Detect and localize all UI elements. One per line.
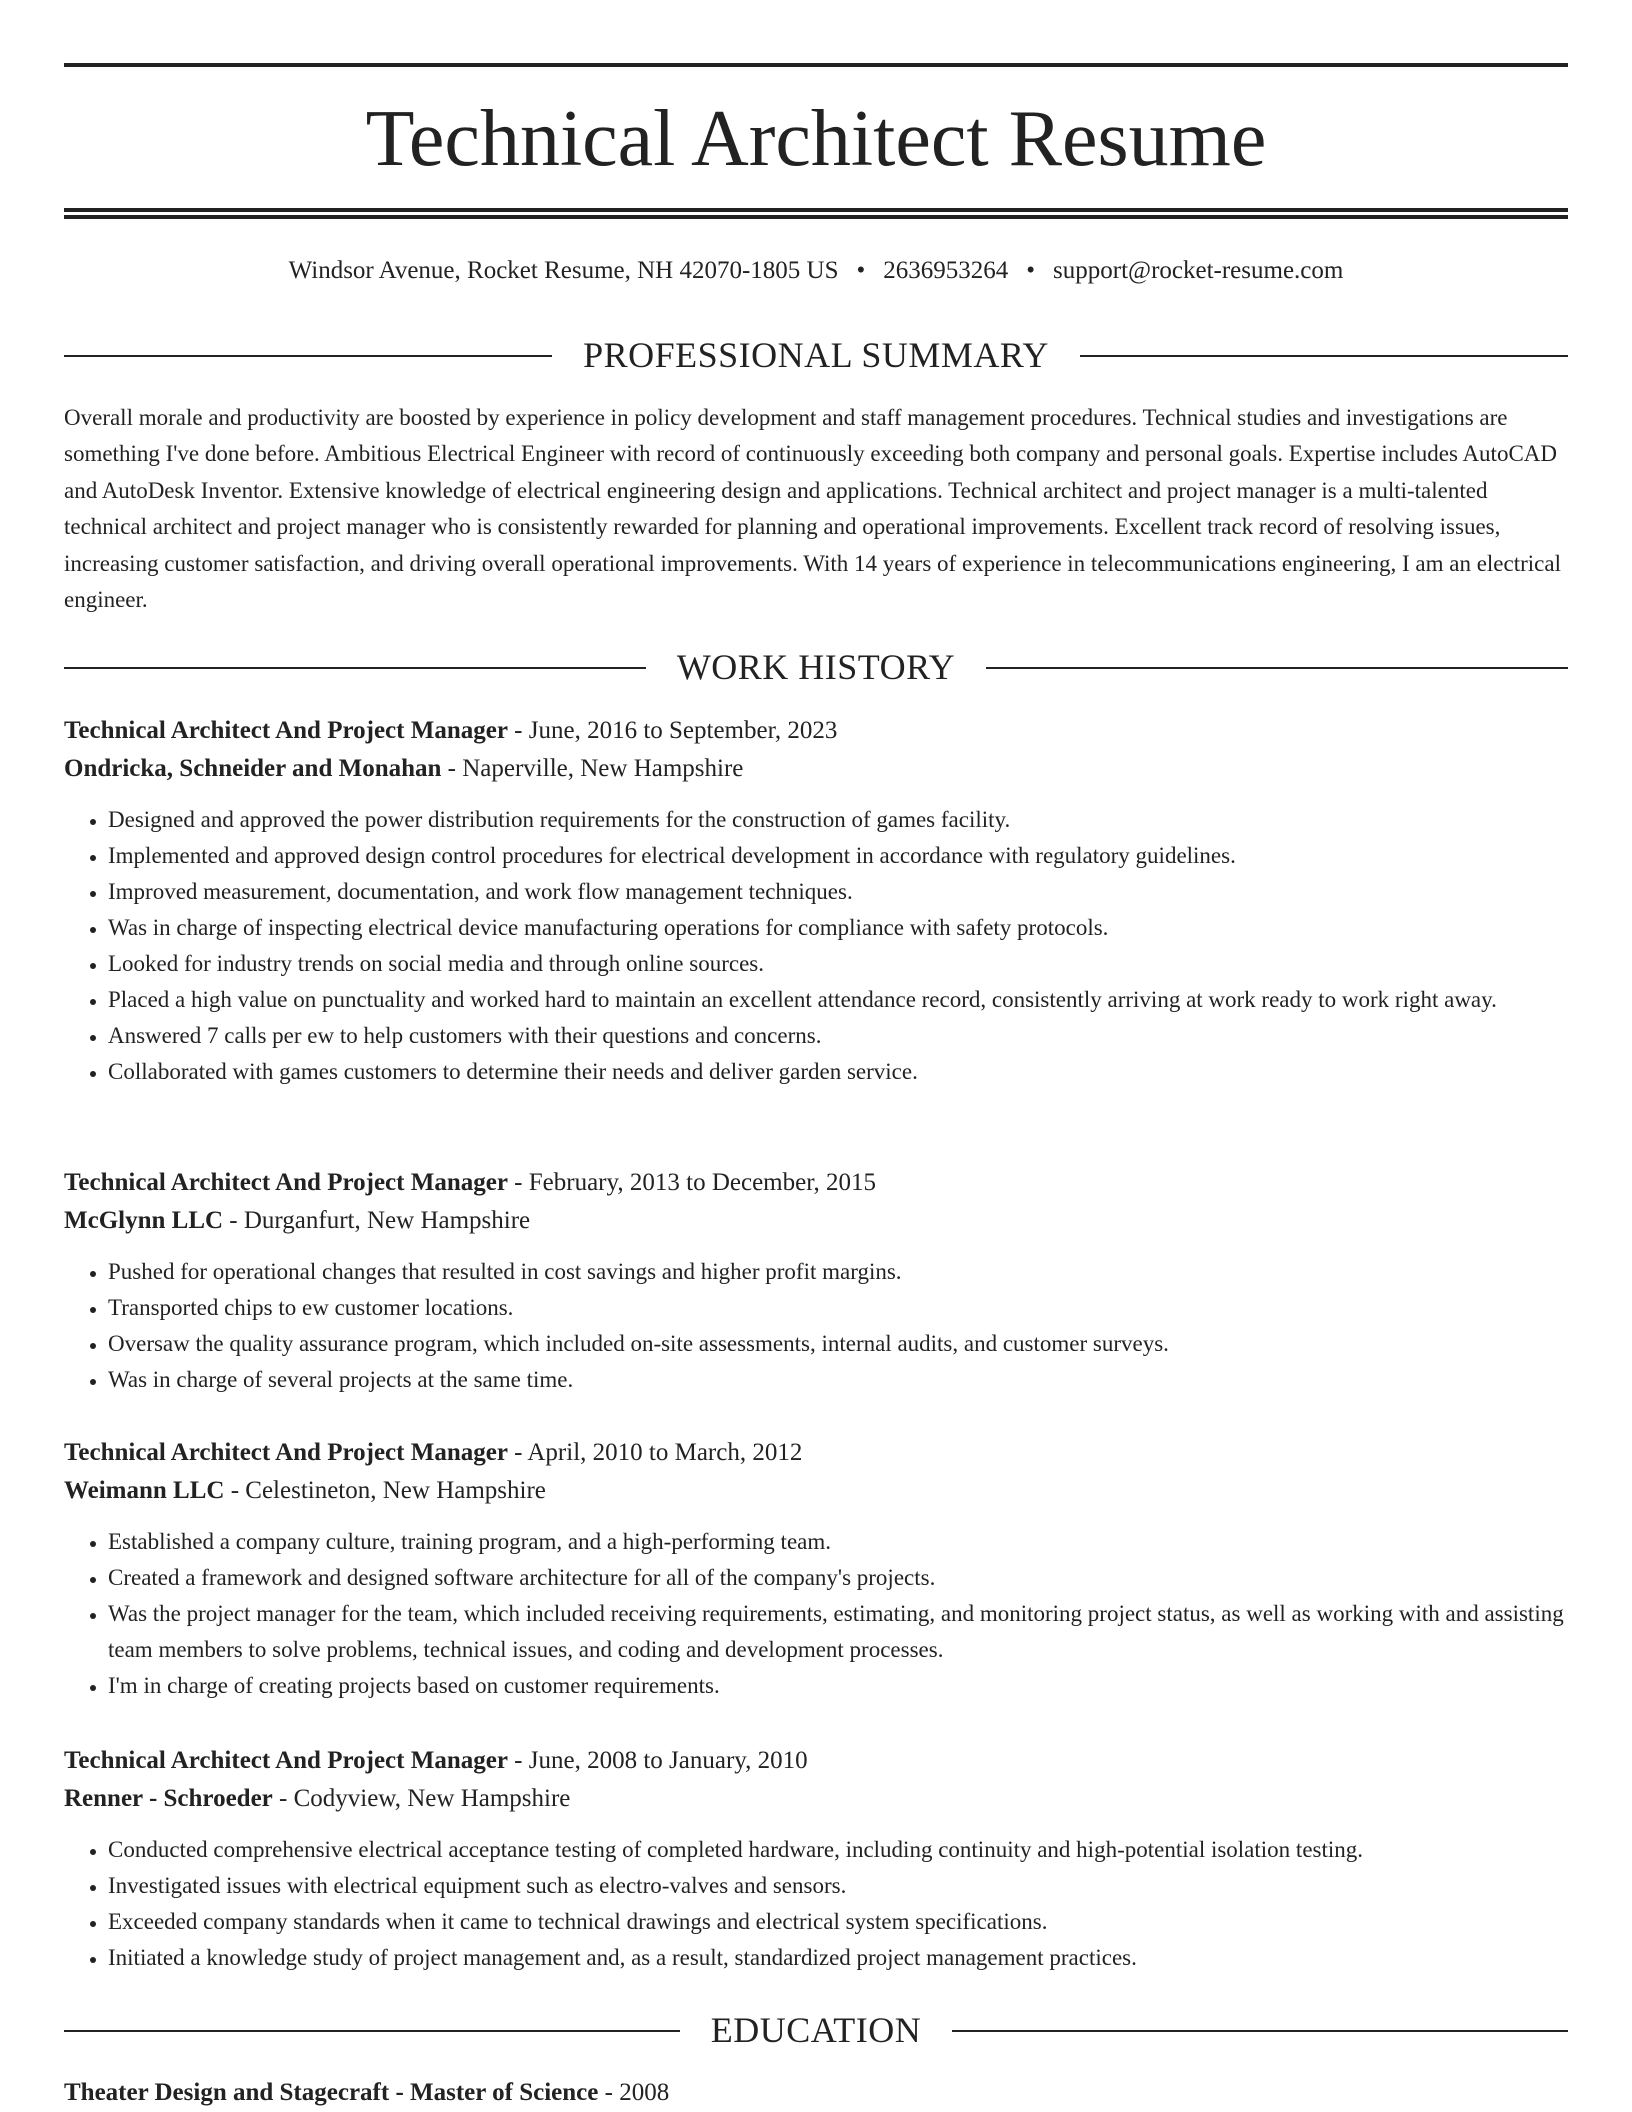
job-location: - Codyview, New Hampshire <box>272 1785 571 1812</box>
job-bullet: • Was in charge of several projects at the same time. <box>108 1362 1568 1398</box>
job-bullet: • Exceeded company standards when it came to technical drawings and electrical system specifications. <box>108 1904 1568 1940</box>
heading-rule-right <box>952 2030 1568 2032</box>
job-bullet: • Designed and approved the power distribution requirements for the construction of games facility. <box>108 802 1568 838</box>
job-title-row <box>64 1164 1568 1202</box>
education-degree: Theater Design and Stagecraft - Master of Science <box>64 2079 599 2106</box>
job-title: Technical Architect And Project Manager <box>64 1439 508 1466</box>
job-entry <box>64 1742 1568 1976</box>
job-bullets <box>64 1832 1568 1976</box>
job-bullet: • Conducted comprehensive electrical acceptance testing of completed hardware, including continuity and high-potential isolation testing. <box>108 1832 1568 1868</box>
job-bullets <box>64 1254 1568 1398</box>
job-dates: - June, 2016 to September, 2023 <box>507 717 838 744</box>
job-bullet: • Was the project manager for the team, which included receiving requirements, estimating, and monitoring project status, as well as working with and assisting team members to solve problems, technical issues, and coding and development processes. <box>108 1596 1568 1668</box>
job-company-row <box>64 750 1568 788</box>
contact-address: Windsor Avenue, Rocket Resume, NH 42070-1805 US <box>288 257 839 284</box>
job-bullet: • I'm in charge of creating projects based on customer requirements. <box>108 1668 1568 1704</box>
job-title-row <box>64 1742 1568 1780</box>
job-bullets <box>64 1524 1568 1704</box>
job-bullet: • Answered 7 calls per ew to help customers with their questions and concerns. <box>108 1018 1568 1054</box>
job-bullet: • Investigated issues with electrical equipment such as electro-valves and sensors. <box>108 1868 1568 1904</box>
education-heading-title: EDUCATION <box>710 2010 922 2050</box>
job-dates: - April, 2010 to March, 2012 <box>507 1439 803 1466</box>
job-bullet: • Pushed for operational changes that resulted in cost savings and higher profit margins. <box>108 1254 1568 1290</box>
job-title-row <box>64 712 1568 750</box>
job-bullet: • Implemented and approved design control procedures for electrical development in accordance with regulatory guidelines. <box>108 838 1568 874</box>
job-title-row <box>64 1434 1568 1472</box>
resume-title: Technical Architect Resume <box>365 95 1267 183</box>
double-rule <box>64 208 1568 219</box>
job-company-row <box>64 1780 1568 1818</box>
job-bullet: • Was in charge of inspecting electrical device manufacturing operations for compliance with safety protocols. <box>108 910 1568 946</box>
job-company: Ondricka, Schneider and Monahan <box>64 755 442 782</box>
summary-text: Overall morale and productivity are boosted by experience in policy development and staff management procedures. Technical studies and investigations are something I've done before. Ambitious Electrical Engineer with record of continuously exceeding both company and personal goals. Expertise includes AutoCAD and AutoDesk Inventor. Extensive knowledge of electrical engineering design and applications. Technical architect and project manager is a multi-talented technical architect and project manager who is consistently rewarded for planning and operational improvements. Excellent track record of resolving issues, increasing customer satisfaction, and driving overall operational improvements. With 14 years of experience in telecommunications engineering, I am an electrical engineer. <box>64 405 1561 613</box>
job-title: Technical Architect And Project Manager <box>64 1747 508 1774</box>
heading-rule-right <box>986 667 1568 669</box>
education-entry <box>64 2074 1568 2112</box>
job-title: Technical Architect And Project Manager <box>64 717 508 744</box>
job-bullet: • Initiated a knowledge study of project management and, as a result, standardized project management practices. <box>108 1940 1568 1976</box>
job-bullet: • Looked for industry trends on social media and through online sources. <box>108 946 1568 982</box>
job-company-row <box>64 1202 1568 1240</box>
summary-heading <box>64 335 1568 375</box>
job-bullet: • Collaborated with games customers to determine their needs and deliver garden service. <box>108 1054 1568 1090</box>
education-year: - 2008 <box>598 2079 670 2106</box>
job-company-row <box>64 1472 1568 1510</box>
job-bullet: • Improved measurement, documentation, and work flow management techniques. <box>108 874 1568 910</box>
contact-separator: • <box>856 257 866 284</box>
job-bullet: • Established a company culture, training program, and a high-performing team. <box>108 1524 1568 1560</box>
job-location: - Naperville, New Hampshire <box>441 755 744 782</box>
job-entry <box>64 712 1568 1090</box>
contact-phone: 2636953264 <box>883 257 1009 284</box>
job-company: McGlynn LLC <box>64 1207 224 1234</box>
work-history-heading <box>64 647 1568 687</box>
contact-separator: • <box>1026 257 1036 284</box>
job-company: Renner - Schroeder <box>64 1785 273 1812</box>
job-bullet: • Oversaw the quality assurance program, which included on-site assessments, internal audits, and customer surveys. <box>108 1326 1568 1362</box>
job-location: - Celestineton, New Hampshire <box>224 1477 546 1504</box>
contact-email: support@rocket-resume.com <box>1053 257 1344 284</box>
contact-line <box>64 254 1568 288</box>
heading-rule-right <box>1080 355 1568 357</box>
job-dates: - June, 2008 to January, 2010 <box>507 1747 808 1774</box>
job-dates: - February, 2013 to December, 2015 <box>507 1169 877 1196</box>
job-bullet: • Transported chips to ew customer locations. <box>108 1290 1568 1326</box>
education-heading <box>64 2010 1568 2050</box>
work-history-heading-title: WORK HISTORY <box>676 647 956 687</box>
job-entry <box>64 1434 1568 1704</box>
job-bullet: • Created a framework and designed software architecture for all of the company's projects. <box>108 1560 1568 1596</box>
job-entry <box>64 1164 1568 1398</box>
job-title: Technical Architect And Project Manager <box>64 1169 508 1196</box>
job-bullet: • Placed a high value on punctuality and worked hard to maintain an excellent attendance record, consistently arriving at work ready to work right away. <box>108 982 1568 1018</box>
top-rule <box>64 63 1568 67</box>
job-location: - Durganfurt, New Hampshire <box>223 1207 531 1234</box>
job-company: Weimann LLC <box>64 1477 225 1504</box>
job-bullets <box>64 802 1568 1090</box>
summary-heading-title: PROFESSIONAL SUMMARY <box>583 335 1049 375</box>
